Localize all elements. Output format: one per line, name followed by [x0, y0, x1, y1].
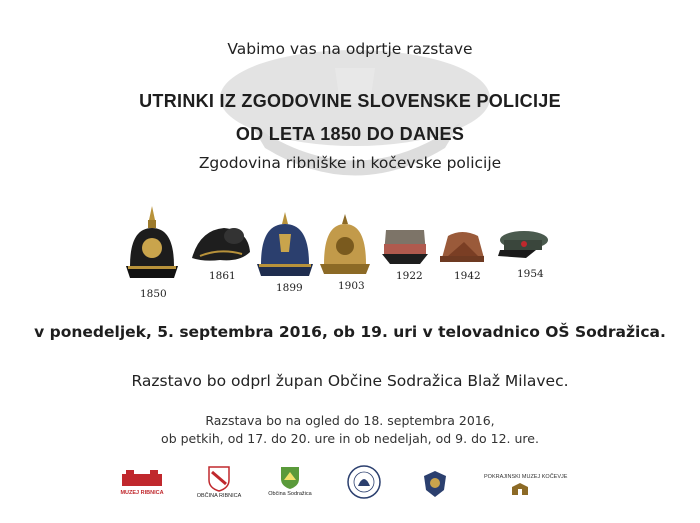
police-badge-logo	[423, 470, 447, 498]
blue-spiked-helmet-icon	[257, 212, 313, 280]
sponsor-logos	[0, 462, 700, 507]
pokrajinski-muzej-kocevje-logo	[510, 482, 530, 496]
field-cap-icon	[438, 226, 486, 266]
opening-line: Razstavo bo odprl župan Občine Sodražica Blaž Milavec.	[131, 372, 569, 390]
obcina-sodrazica-label: Občina Sodražica	[268, 491, 312, 497]
helmet-year: 1942	[454, 270, 481, 282]
helmet-year: 1850	[140, 288, 167, 300]
obcina-ribnica-shield-logo	[208, 466, 230, 492]
round-seal-logo	[346, 464, 382, 500]
pickelhaube-helmet-icon	[124, 206, 180, 286]
opening-hours-line1: Razstava bo na ogled do 18. septembra 2016,	[205, 413, 495, 428]
helmet-year: 1922	[396, 270, 423, 282]
peaked-cap-icon	[496, 228, 548, 262]
helmet-year: 1899	[276, 282, 303, 294]
helmet-year: 1861	[209, 270, 236, 282]
brass-spiked-helmet-icon	[320, 214, 370, 276]
bicorne-hat-icon	[190, 222, 252, 266]
obcina-sodrazica-shield-logo	[280, 466, 300, 490]
helmet-year: 1903	[338, 280, 365, 292]
opening-hours-line2: ob petkih, od 17. do 20. ure in ob nedeljah, od 9. do 12. ure.	[161, 431, 539, 446]
muzej-ribnica-logo	[120, 470, 164, 488]
muzej-ribnica-label: MUZEJ RIBNICA	[120, 490, 164, 496]
event-date-line: v ponedeljek, 5. septembra 2016, ob 19. uri v telovadnico OŠ Sodražica.	[34, 323, 666, 341]
helmets-row	[0, 200, 700, 310]
obcina-ribnica-label: OBČINA RIBNICA	[196, 493, 242, 499]
exhibition-title-line1: UTRINKI IZ ZGODOVINE SLOVENSKE POLICIJE	[139, 91, 561, 111]
exhibition-title-line2: OD LETA 1850 DO DANES	[235, 124, 465, 144]
invitation-text: Vabimo vas na odprtje razstave	[227, 40, 473, 58]
pokrajinski-muzej-kocevje-label: POKRAJINSKI MUZEJ KOČEVJE	[484, 474, 568, 480]
exhibition-subtitle: Zgodovina ribniške in kočevske policije	[198, 154, 502, 172]
helmet-year: 1954	[517, 268, 544, 280]
kepi-cap-icon	[380, 226, 430, 266]
